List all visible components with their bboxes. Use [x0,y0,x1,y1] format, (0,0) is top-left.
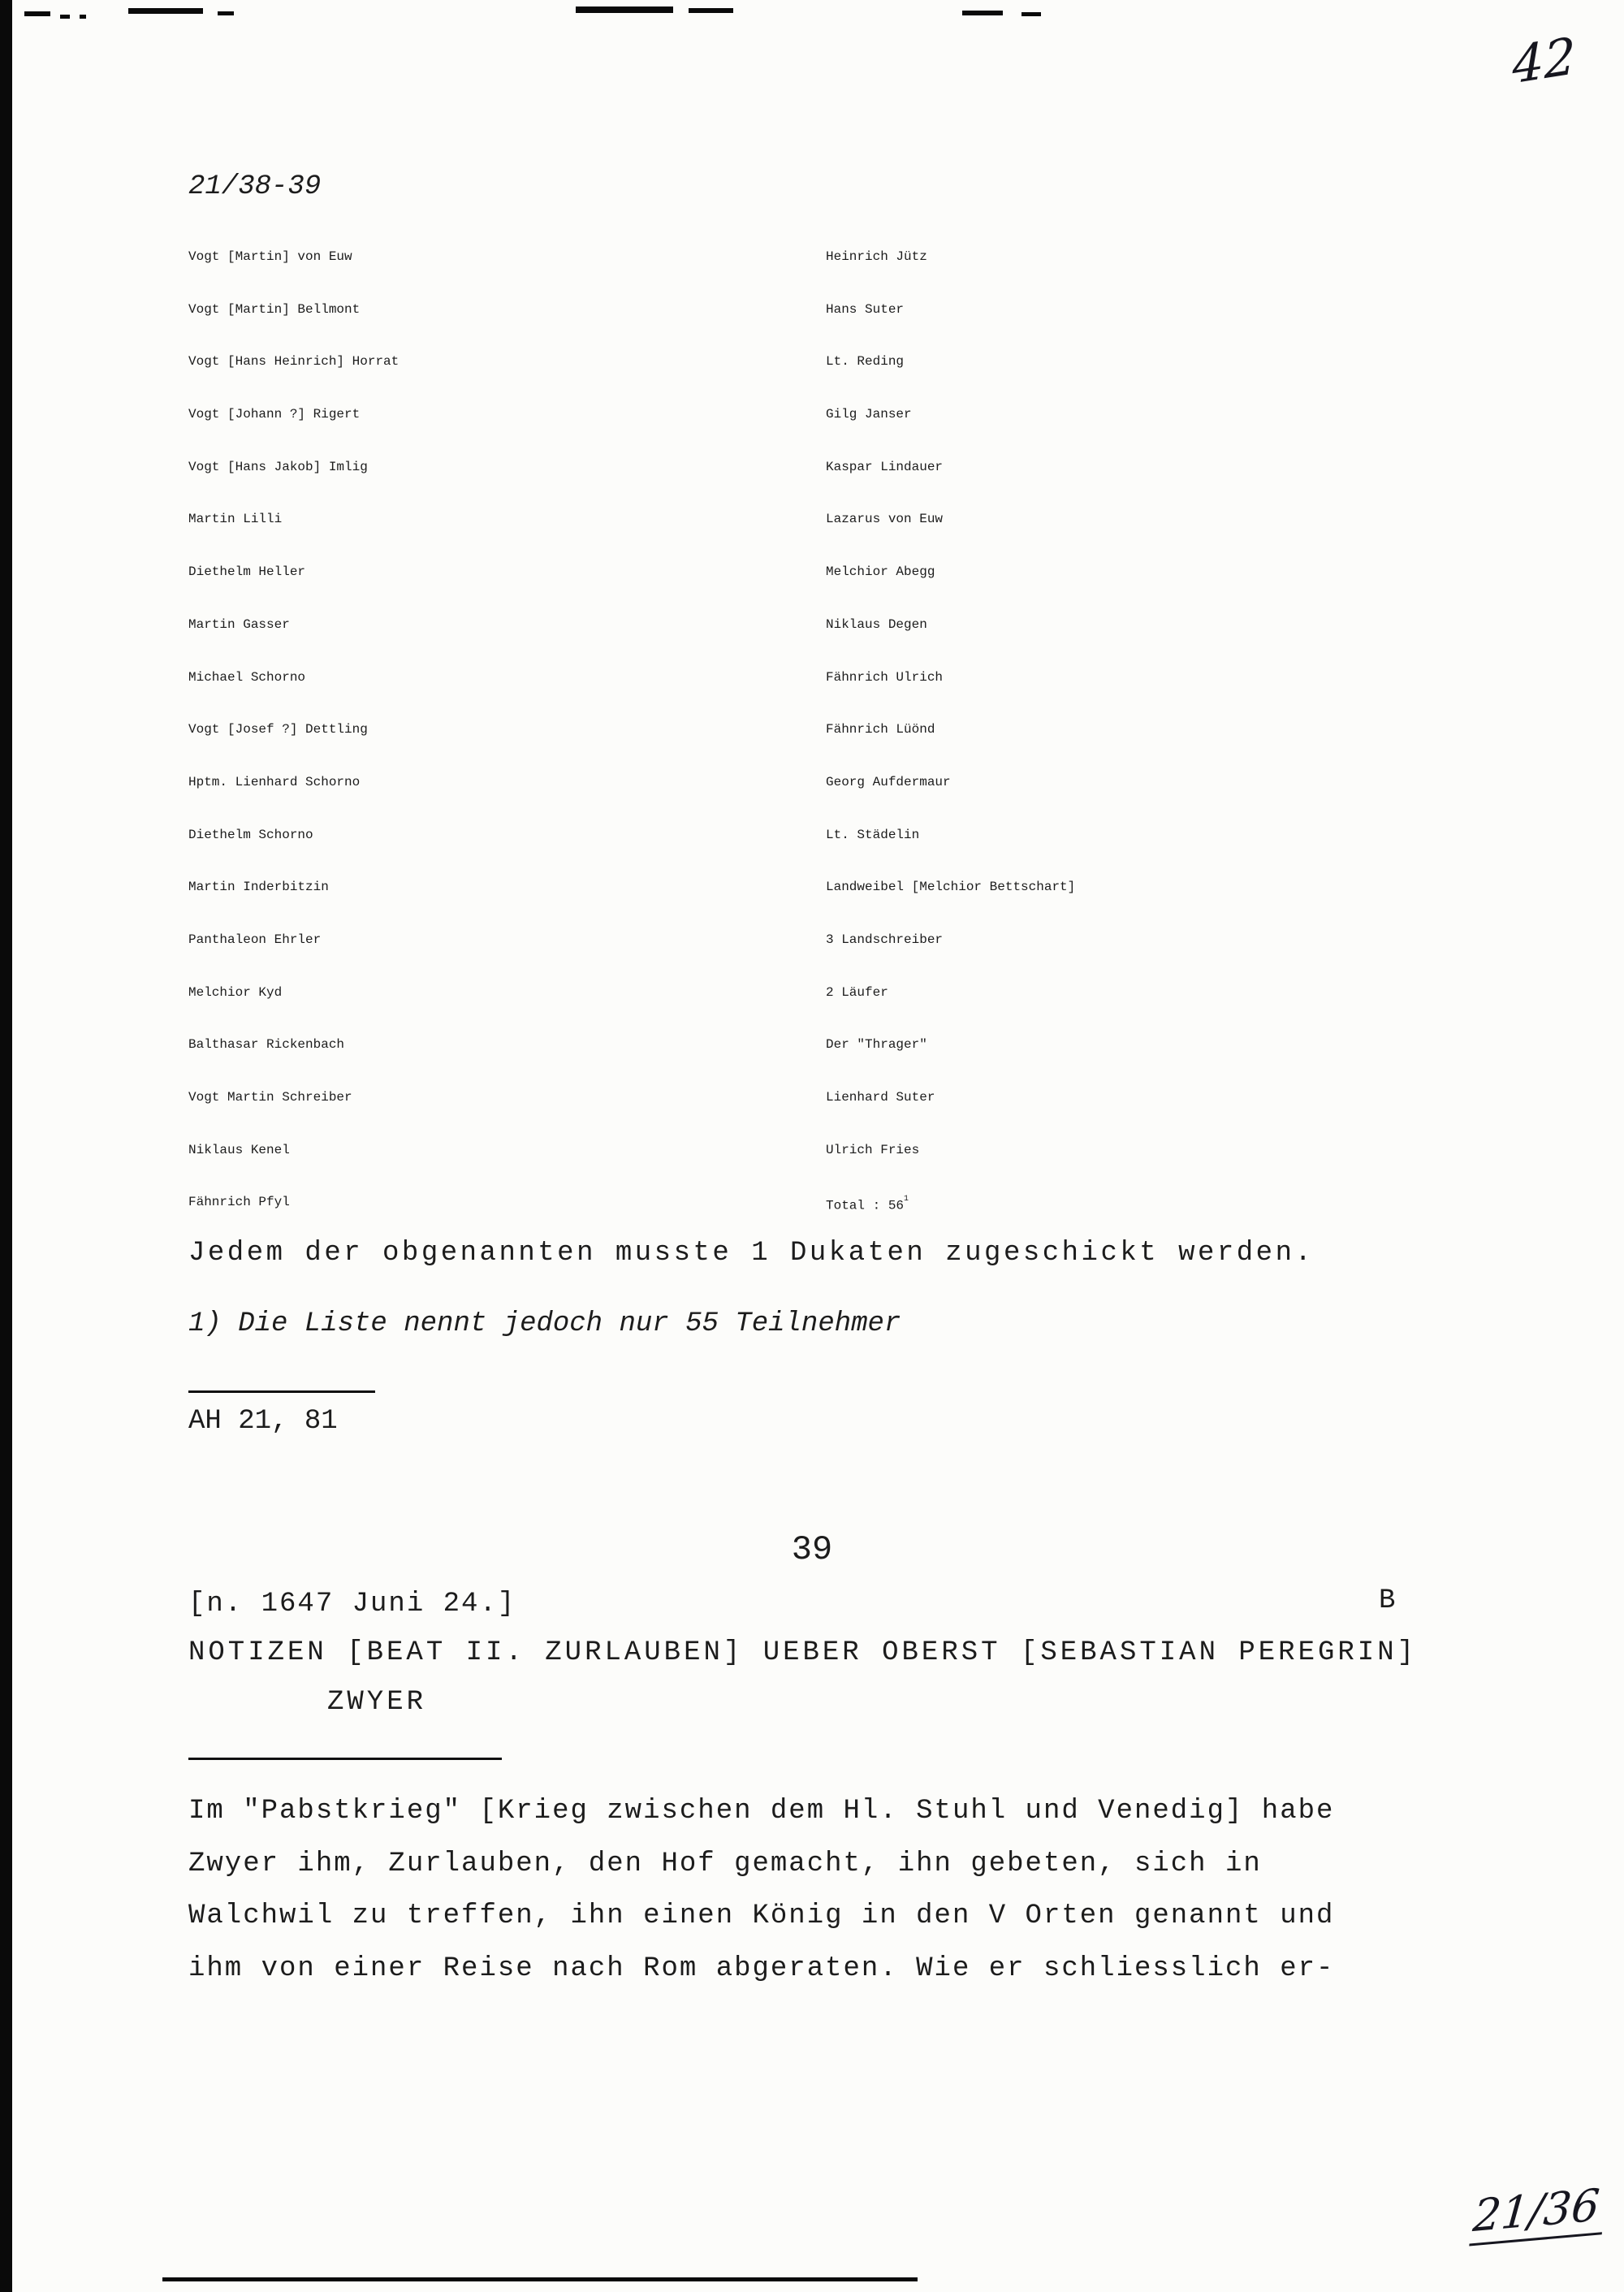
total-line [826,1176,1569,1232]
footnote-line: 1) Die Liste nennt jedoch nur 55 Teilnehmer [188,1308,901,1339]
paragraph-line: Im "Pabstkrieg" [Krieg zwischen dem Hl. Stuhl und Venedig] habe [188,1796,1335,1827]
attendee-name: Lazarus von Euw [826,512,944,527]
list-row [188,1018,1569,1071]
paragraph-line: Zwyer ihm, Zurlauben, den Hof gemacht, ihn gebeten, sich in [188,1848,1262,1879]
horizontal-rule [188,1390,375,1393]
list-row [188,231,1569,283]
handwritten-page-number: 42 [1511,25,1577,96]
scan-edge-bar [0,0,12,2292]
list-row [188,388,1569,441]
scan-mark [80,15,86,19]
total-label: Total : 56 [826,1198,905,1213]
attendee-name: Der "Thrager" [826,1037,927,1053]
attendee-name: Vogt [Hans Jakob] Imlig [188,459,368,474]
attendee-name: Fähnrich Lüönd [826,722,935,737]
attendee-list [188,231,1569,1229]
attendee-name: Hans Suter [826,301,905,317]
marginal-letter: B [1379,1585,1396,1616]
attendee-name: Balthasar Rickenbach [188,1037,345,1053]
date-line: [n. 1647 Juni 24.] [188,1589,516,1620]
attendee-name: Martin Inderbitzin [188,880,329,895]
scan-mark [24,11,50,16]
entry-paragraph [188,1785,1334,1995]
scan-mark [689,8,733,13]
entry-title-line-2: ZWYER [327,1687,427,1718]
list-row [188,1124,1569,1177]
attendee-name: Martin Gasser [188,616,290,632]
scan-mark [218,11,234,15]
attendee-name: Vogt [Josef ?] Dettling [188,722,368,737]
list-row [188,809,1569,862]
list-row [188,756,1569,809]
list-row [188,1071,1569,1124]
attendee-name: Lt. Reding [826,354,905,370]
attendee-name: Vogt Martin Schreiber [188,1090,352,1105]
list-row [188,967,1569,1019]
attendee-name: Melchior Kyd [188,984,283,1000]
attendee-name: Lt. Städelin [826,827,920,842]
horizontal-rule [188,1758,502,1760]
attendee-name: Gilg Janser [826,407,912,422]
attendee-name: Melchior Abegg [826,564,935,580]
attendee-name: Diethelm Heller [188,564,306,580]
attendee-name: Vogt [Martin] Bellmont [188,301,361,317]
attendee-name: Heinrich Jütz [826,249,927,264]
attendee-name: Ulrich Fries [826,1142,920,1157]
section-number: 39 [791,1530,833,1569]
attendee-name: Lienhard Suter [826,1090,935,1105]
attendee-name: Vogt [Johann ?] Rigert [188,407,361,422]
attendee-name: 2 Läufer [826,984,888,1000]
attendee-name: Panthaleon Ehrler [188,932,322,947]
scan-mark [962,11,1003,15]
list-row [188,283,1569,336]
total-footnote-marker: 1 [904,1193,909,1203]
paragraph-line: ihm von einer Reise nach Rom abgeraten. Wie er schliesslich er- [188,1953,1335,1984]
scan-mark [576,6,673,13]
source-citation: AH 21, 81 [188,1406,338,1437]
document-reference: 21/38-39 [188,171,322,202]
scan-mark [60,15,70,19]
handwritten-archive-mark: 21/36 [1469,2178,1606,2246]
attendee-name: Michael Schorno [188,669,306,685]
attendee-name: Kaspar Lindauer [826,459,944,474]
ducat-line: Jedem der obgenannten musste 1 Dukaten zugeschickt werden. [188,1238,1315,1269]
scan-mark [1021,12,1041,16]
scan-bottom-line [162,2277,918,2281]
attendee-name: Niklaus Kenel [188,1142,290,1157]
attendee-name: Martin Lilli [188,512,283,527]
list-row [188,703,1569,756]
attendee-name: Georg Aufdermaur [826,774,951,789]
scan-mark [128,8,203,14]
attendee-name: Fähnrich Pfyl [188,1195,290,1210]
list-row [188,651,1569,704]
list-row [188,441,1569,494]
list-row [188,1176,1569,1229]
attendee-name: Vogt [Martin] von Euw [188,249,352,264]
attendee-name: Niklaus Degen [826,616,927,632]
attendee-name: 3 Landschreiber [826,932,944,947]
paragraph-line: Walchwil zu treffen, ihn einen König in den V Orten genannt und [188,1901,1335,1932]
attendee-name: Vogt [Hans Heinrich] Horrat [188,354,400,370]
list-row [188,914,1569,967]
list-row [188,493,1569,546]
attendee-name: Fähnrich Ulrich [826,669,944,685]
list-row [188,335,1569,388]
list-row [188,546,1569,599]
entry-title-line-1: NOTIZEN [BEAT II. ZURLAUBEN] UEBER OBERST [SEBASTIAN PEREGRIN] [188,1637,1418,1668]
attendee-name: Diethelm Schorno [188,827,313,842]
list-row [188,599,1569,651]
list-row [188,861,1569,914]
attendee-name: Landweibel [Melchior Bettschart] [826,880,1076,895]
attendee-name: Hptm. Lienhard Schorno [188,774,361,789]
